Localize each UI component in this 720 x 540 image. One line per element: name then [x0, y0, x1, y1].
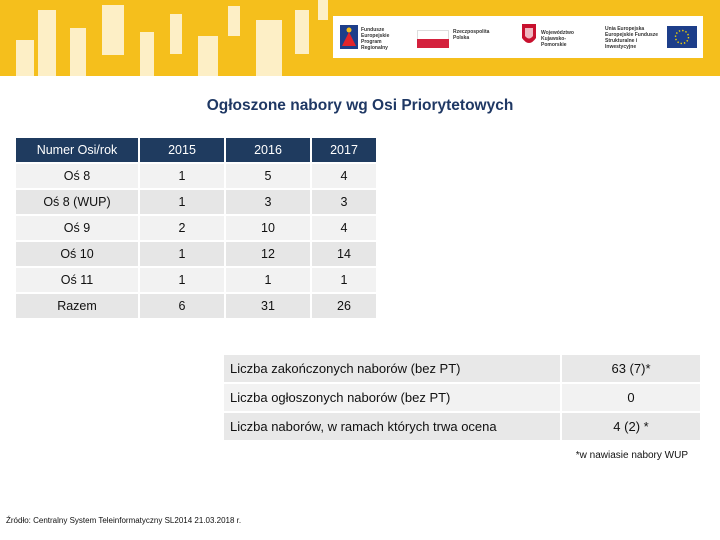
table-cell: 10 [226, 216, 310, 240]
header-cell: 2016 [226, 138, 310, 162]
table-cell: Oś 10 [16, 242, 138, 266]
rzeczpospolita-logo: Rzeczpospolita Polska [417, 22, 487, 52]
decor-shape [228, 6, 240, 36]
unia-europejska-logo: Unia Europejska Europejskie Fundusze Strukturalne i Inwestycyjne [605, 22, 699, 52]
table-row [16, 242, 376, 266]
table-cell: 1 [226, 268, 310, 292]
table-cell: 26 [312, 294, 376, 318]
decor-shape [38, 10, 56, 76]
source-note: Źródło: Centralny System Teleinformatyczny SL2014 21.03.2018 r. [6, 516, 242, 525]
table-row [16, 216, 376, 240]
decor-shape [170, 14, 182, 54]
decor-shape [198, 36, 218, 76]
decor-shape [140, 32, 154, 76]
summary-value: 0 [562, 384, 700, 411]
logo-strip [333, 16, 703, 58]
calls-table [14, 136, 378, 320]
table-cell: 1 [140, 164, 224, 188]
summary-row [224, 384, 700, 411]
summary-label: Liczba naborów, w ramach których trwa ocena [224, 413, 560, 440]
header-banner [0, 0, 720, 76]
decor-shape [70, 28, 86, 76]
table-cell: 3 [226, 190, 310, 214]
table-cell: Razem [16, 294, 138, 318]
header-cell: 2017 [312, 138, 376, 162]
summary-value: 4 (2) * [562, 413, 700, 440]
table-cell: 1 [140, 242, 224, 266]
table-total-row [16, 294, 376, 318]
table-cell: 1 [312, 268, 376, 292]
table-row [16, 190, 376, 214]
summary-row [224, 355, 700, 382]
summary-row [224, 413, 700, 440]
table-cell: 2 [140, 216, 224, 240]
decor-shape [295, 10, 309, 54]
header-cell: Numer Osi/rok [16, 138, 138, 162]
table-cell: Oś 8 (WUP) [16, 190, 138, 214]
table-cell: 1 [140, 190, 224, 214]
table-cell: 5 [226, 164, 310, 188]
summary-label: Liczba zakończonych naborów (bez PT) [224, 355, 560, 382]
footnote: *w nawiasie nabory WUP [575, 450, 688, 461]
summary-table [222, 353, 702, 442]
table-cell: Oś 8 [16, 164, 138, 188]
table-cell: 14 [312, 242, 376, 266]
table-header-row [16, 138, 376, 162]
decor-shape [256, 20, 282, 76]
table-cell: Oś 9 [16, 216, 138, 240]
table-cell: Oś 11 [16, 268, 138, 292]
summary-value: 63 (7)* [562, 355, 700, 382]
table-cell: 4 [312, 164, 376, 188]
kujawsko-pomorskie-logo: Województwo Kujawsko-Pomorskie [521, 22, 591, 52]
table-cell: 4 [312, 216, 376, 240]
table-cell: 12 [226, 242, 310, 266]
page-title: Ogłoszone nabory wg Osi Priorytetowych [206, 97, 514, 114]
table-row [16, 268, 376, 292]
fundusze-europejskie-logo: Fundusze Europejskie Program Regionalny [339, 22, 399, 52]
decor-shape [102, 5, 124, 55]
decor-shape [16, 40, 34, 76]
table-cell: 1 [140, 268, 224, 292]
table-row [16, 164, 376, 188]
header-cell: 2015 [140, 138, 224, 162]
summary-label: Liczba ogłoszonych naborów (bez PT) [224, 384, 560, 411]
table-cell: 3 [312, 190, 376, 214]
table-cell: 31 [226, 294, 310, 318]
decor-shape [318, 0, 328, 20]
table-cell: 6 [140, 294, 224, 318]
